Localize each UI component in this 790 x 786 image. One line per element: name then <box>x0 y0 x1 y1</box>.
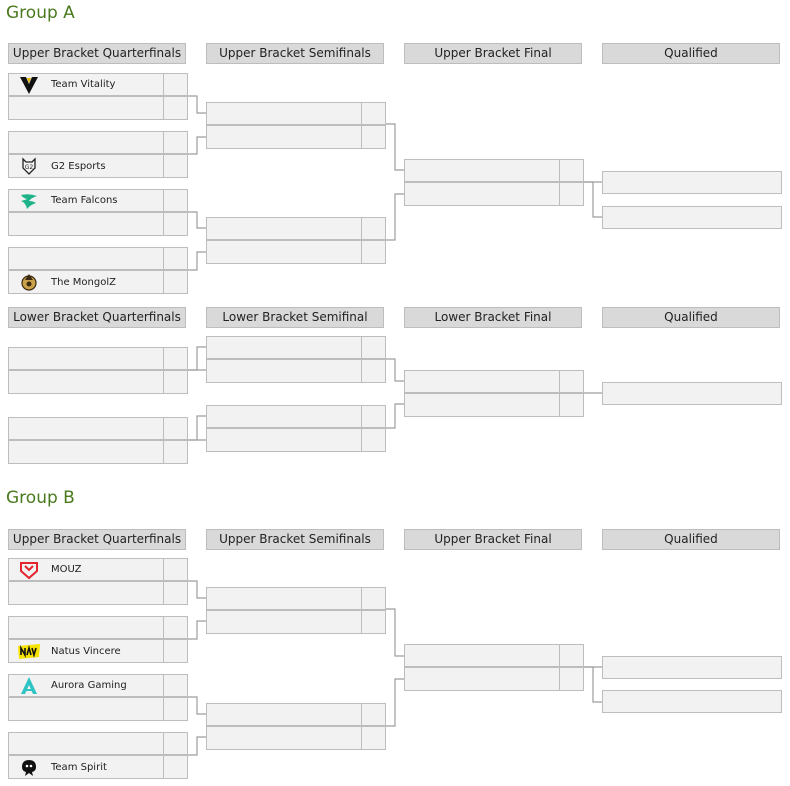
slot-empty[interactable] <box>8 131 188 154</box>
score-cell <box>164 418 187 439</box>
header-qualified: Qualified <box>602 43 780 64</box>
slot-empty[interactable] <box>404 667 584 691</box>
slot-empty[interactable] <box>206 102 386 125</box>
score-cell <box>362 611 385 633</box>
score-cell <box>362 337 385 358</box>
mouz-logo-icon <box>15 560 43 580</box>
header-upper-quarterfinals: Upper Bracket Quarterfinals <box>8 529 186 550</box>
header-upper-final: Upper Bracket Final <box>404 529 582 550</box>
header-lower-final: Lower Bracket Final <box>404 307 582 328</box>
score-cell <box>560 645 583 666</box>
svg-text:G2: G2 <box>24 164 34 171</box>
match-lower-qf-1[interactable] <box>8 347 188 394</box>
header-lower-quarterfinals: Lower Bracket Quarterfinals <box>8 307 186 328</box>
score-cell <box>560 371 583 392</box>
score-cell <box>164 271 187 293</box>
score-cell <box>164 371 187 393</box>
team-name: Team Spirit <box>51 761 107 773</box>
group-b-title: Group B <box>6 488 75 508</box>
header-upper-final: Upper Bracket Final <box>404 43 582 64</box>
slot-empty[interactable] <box>404 644 584 667</box>
slot-empty[interactable] <box>404 370 584 393</box>
score-cell <box>560 668 583 690</box>
slot-empty[interactable] <box>206 703 386 726</box>
team-name: G2 Esports <box>51 160 106 172</box>
match-upper-final[interactable] <box>404 159 584 206</box>
match-upper-qf-2[interactable] <box>8 131 188 178</box>
score-cell <box>164 582 187 604</box>
slot-empty[interactable] <box>206 405 386 428</box>
match-upper-sf-2[interactable] <box>206 703 386 750</box>
navi-logo-icon <box>15 641 43 661</box>
team-name: MOUZ <box>51 564 82 575</box>
match-upper-qf-3[interactable] <box>8 674 188 721</box>
slot-team-mouz[interactable] <box>8 558 188 581</box>
score-cell <box>164 698 187 720</box>
slot-empty[interactable] <box>206 428 386 452</box>
slot-empty[interactable] <box>206 217 386 240</box>
slot-empty[interactable] <box>206 587 386 610</box>
score-cell <box>560 160 583 181</box>
slot-empty[interactable] <box>8 440 188 464</box>
slot-empty[interactable] <box>8 417 188 440</box>
slot-team-aurora[interactable] <box>8 674 188 697</box>
score-cell <box>362 218 385 239</box>
score-cell <box>362 429 385 451</box>
slot-empty[interactable] <box>8 697 188 721</box>
score-cell <box>362 704 385 725</box>
team-name: Team Falcons <box>51 195 118 206</box>
slot-empty[interactable] <box>206 726 386 750</box>
match-lower-qf-2[interactable] <box>8 417 188 464</box>
score-cell <box>164 756 187 778</box>
slot-empty[interactable] <box>8 247 188 270</box>
header-upper-semifinals: Upper Bracket Semifinals <box>206 529 384 550</box>
score-cell <box>164 559 187 580</box>
spirit-logo-icon <box>15 757 43 777</box>
match-lower-sf-2[interactable] <box>206 405 386 452</box>
match-upper-qf-1[interactable] <box>8 73 188 120</box>
match-upper-qf-4[interactable] <box>8 732 188 779</box>
score-cell <box>362 588 385 609</box>
score-cell <box>164 640 187 662</box>
match-upper-qf-2[interactable] <box>8 616 188 663</box>
score-cell <box>164 248 187 269</box>
slot-empty[interactable] <box>8 347 188 370</box>
score-cell <box>164 617 187 638</box>
falcons-logo-icon <box>15 191 43 211</box>
slot-team-vitality[interactable] <box>8 73 188 96</box>
match-upper-sf-2[interactable] <box>206 217 386 264</box>
team-name: Aurora Gaming <box>51 680 127 691</box>
score-cell <box>560 394 583 416</box>
slot-empty[interactable] <box>8 96 188 120</box>
slot-empty[interactable] <box>206 125 386 149</box>
header-qualified: Qualified <box>602 529 780 550</box>
score-cell <box>164 74 187 95</box>
match-upper-sf-1[interactable] <box>206 102 386 149</box>
qualified-slot-2[interactable] <box>602 690 782 713</box>
vitality-logo-icon <box>15 75 43 95</box>
match-upper-qf-1[interactable] <box>8 558 188 605</box>
match-upper-qf-3[interactable] <box>8 189 188 236</box>
slot-team-falcons[interactable] <box>8 189 188 212</box>
score-cell <box>164 733 187 754</box>
slot-team-spirit[interactable] <box>8 755 188 779</box>
score-cell <box>362 126 385 148</box>
slot-team-g2[interactable] <box>8 154 188 178</box>
slot-empty[interactable] <box>404 159 584 182</box>
score-cell <box>164 132 187 153</box>
header-lower-qualified: Qualified <box>602 307 780 328</box>
match-upper-qf-4[interactable] <box>8 247 188 294</box>
match-upper-sf-1[interactable] <box>206 587 386 634</box>
mongolz-logo-icon <box>15 272 43 292</box>
slot-team-navi[interactable] <box>8 639 188 663</box>
header-upper-quarterfinals: Upper Bracket Quarterfinals <box>8 43 186 64</box>
score-cell <box>362 406 385 427</box>
team-name: The MongolZ <box>51 276 116 288</box>
match-lower-sf-1[interactable] <box>206 336 386 383</box>
slot-empty[interactable] <box>8 212 188 236</box>
team-name: Team Vitality <box>51 79 116 90</box>
score-cell <box>164 675 187 696</box>
g2-logo-icon <box>15 156 43 176</box>
slot-empty[interactable] <box>206 610 386 634</box>
score-cell <box>164 441 187 463</box>
slot-empty[interactable] <box>8 370 188 394</box>
slot-empty[interactable] <box>206 359 386 383</box>
score-cell <box>560 183 583 205</box>
score-cell <box>164 348 187 369</box>
match-upper-final[interactable] <box>404 644 584 691</box>
slot-empty[interactable] <box>8 616 188 639</box>
score-cell <box>164 190 187 211</box>
slot-empty[interactable] <box>404 393 584 417</box>
aurora-logo-icon <box>15 676 43 696</box>
score-cell <box>164 213 187 235</box>
slot-team-mongolz[interactable] <box>8 270 188 294</box>
slot-empty[interactable] <box>404 182 584 206</box>
slot-empty[interactable] <box>206 240 386 264</box>
slot-empty[interactable] <box>206 336 386 359</box>
group-a-title: Group A <box>6 3 75 23</box>
qualified-slot-1[interactable] <box>602 171 782 194</box>
score-cell <box>362 360 385 382</box>
slot-empty[interactable] <box>8 581 188 605</box>
score-cell <box>362 727 385 749</box>
header-upper-semifinals: Upper Bracket Semifinals <box>206 43 384 64</box>
header-lower-semifinal: Lower Bracket Semifinal <box>206 307 384 328</box>
score-cell <box>362 103 385 124</box>
match-lower-final[interactable] <box>404 370 584 417</box>
qualified-slot-2[interactable] <box>602 206 782 229</box>
team-name: Natus Vincere <box>51 645 121 657</box>
score-cell <box>164 155 187 177</box>
score-cell <box>164 97 187 119</box>
score-cell <box>362 241 385 263</box>
lower-qualified-slot[interactable] <box>602 382 782 405</box>
slot-empty[interactable] <box>8 732 188 755</box>
qualified-slot-1[interactable] <box>602 656 782 679</box>
